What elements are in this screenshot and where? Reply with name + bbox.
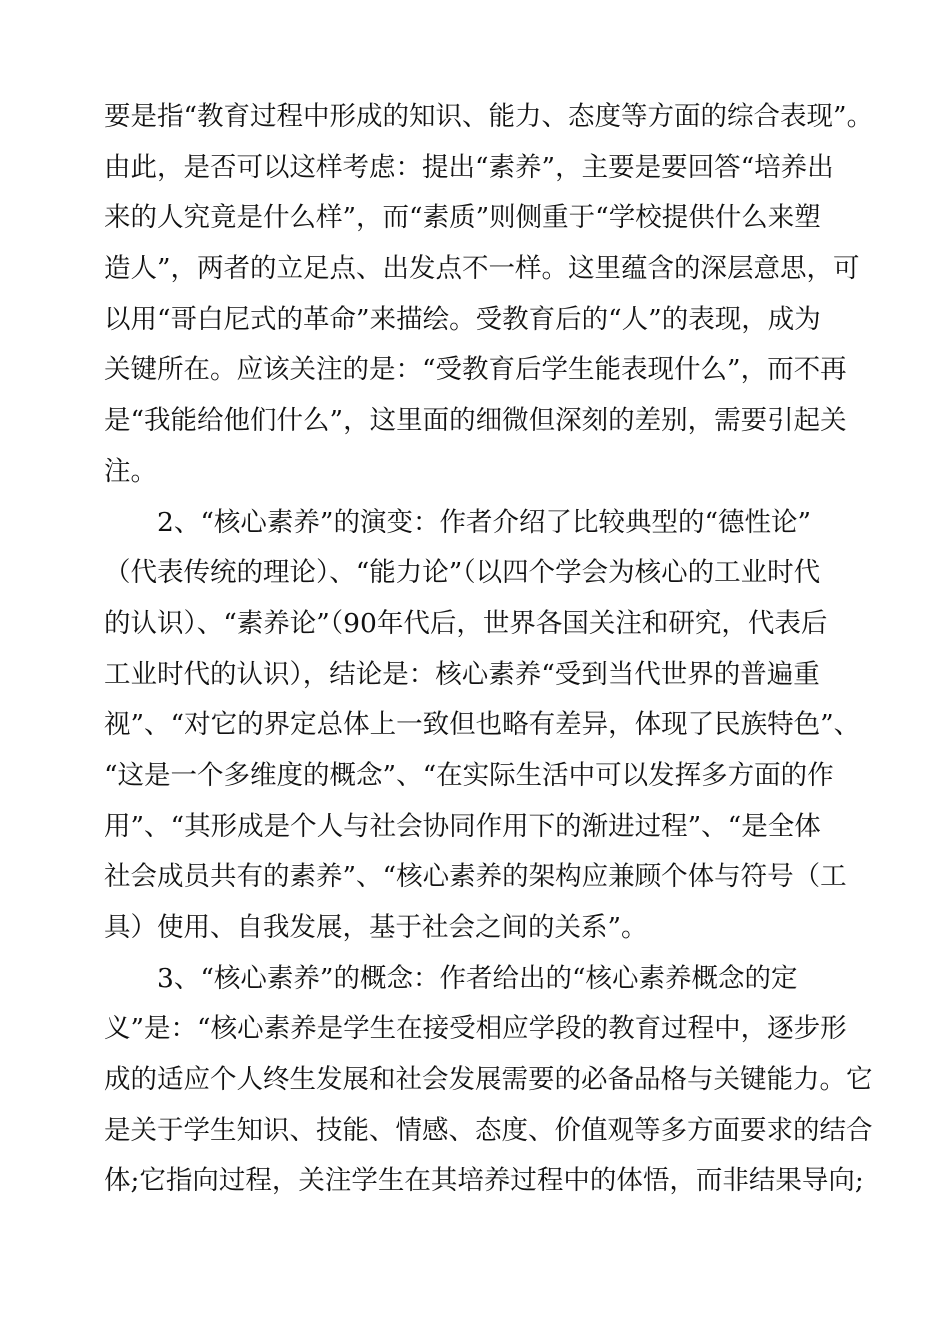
text-line: 注。 bbox=[104, 455, 157, 487]
text-line: 成的适应个人终生发展和社会发展需要的必备品格与关键能力。它 bbox=[104, 1064, 873, 1096]
text-line: 工业时代的认识），结论是：核心素养“受到当代世界的普遍重 bbox=[104, 658, 820, 690]
text-line: 体;它指向过程，关注学生在其培养过程中的体悟，而非结果导向; bbox=[104, 1165, 864, 1197]
text-line: 关键所在。应该关注的是：“受教育后学生能表现什么”，而不再 bbox=[104, 354, 847, 386]
text-line: 社会成员共有的素养”、“核心素养的架构应兼顾个体与符号（工 bbox=[104, 861, 847, 893]
text-line: 2、“核心素养”的演变：作者介绍了比较典型的“德性论” bbox=[104, 506, 812, 538]
text-line: 要是指“教育过程中形成的知识、能力、态度等方面的综合表现”。 bbox=[104, 101, 874, 132]
text-line: 以用“哥白尼式的革命”来描绘。受教育后的“人”的表现，成为 bbox=[104, 303, 821, 335]
body-text bbox=[104, 92, 874, 1207]
text-line: “这是一个多维度的概念”、“在实际生活中可以发挥多方面的作 bbox=[104, 759, 834, 791]
text-line: 视”、“对它的界定总体上一致但也略有差异，体现了民族特色”、 bbox=[104, 709, 861, 741]
text-line: 3、“核心素养”的概念：作者给出的“核心素养概念的定 bbox=[104, 962, 798, 994]
text-line: 是关于学生知识、技能、情感、态度、价值观等多方面要求的结合 bbox=[104, 1114, 873, 1146]
text-line: 具）使用、自我发展，基于社会之间的关系”。 bbox=[104, 912, 648, 943]
text-line: 是“我能给他们什么”，这里面的细微但深刻的差别，需要引起关 bbox=[104, 405, 847, 437]
text-line: 造人”，两者的立足点、出发点不一样。这里蕴含的深层意思，可 bbox=[104, 253, 860, 285]
text-line: （代表传统的理论）、“能力论”（以四个学会为核心的工业时代 bbox=[104, 557, 821, 589]
text-line: 来的人究竟是什么样”，而“素质”则侧重于“学校提供什么来塑 bbox=[104, 202, 821, 234]
text-line: 由此，是否可以这样考虑：提出“素养”，主要是要回答“培养出 bbox=[104, 151, 834, 183]
text-line: 的认识）、“素养论”（90年代后，世界各国关注和研究，代表后 bbox=[104, 607, 828, 639]
text-line: 义”是：“核心素养是学生在接受相应学段的教育过程中，逐步形 bbox=[104, 1013, 847, 1045]
text-line: 用”、“其形成是个人与社会协同作用下的渐进过程”、“是全体 bbox=[104, 810, 821, 842]
